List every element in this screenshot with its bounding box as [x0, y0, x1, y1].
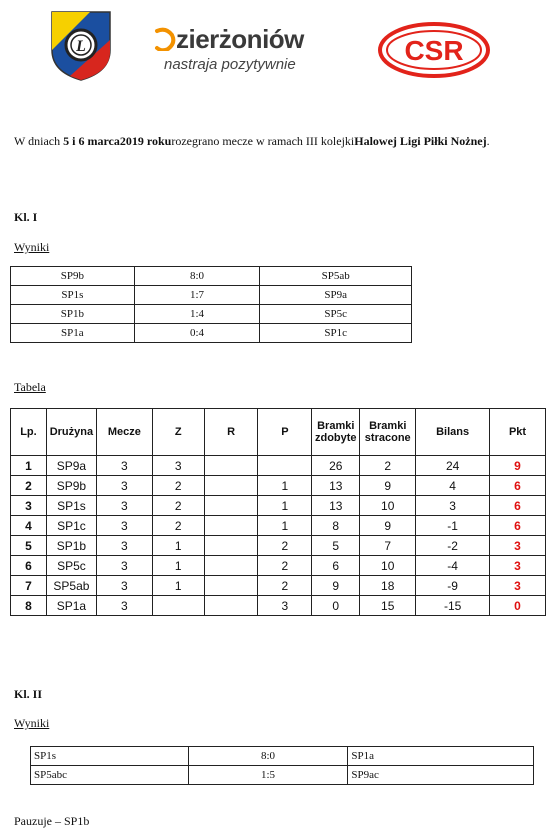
standings-cell-bil: -1: [416, 516, 490, 536]
standings-cell-z: 2: [152, 496, 204, 516]
result-home: SP5abc: [31, 766, 189, 785]
standings-cell-bz: 6: [312, 556, 360, 576]
standings-cell-z: 3: [152, 456, 204, 476]
svg-text:L: L: [76, 38, 86, 55]
standings-header: Mecze: [96, 409, 152, 456]
result-home: SP9b: [11, 267, 135, 286]
standings-cell-r: [204, 496, 258, 516]
standings-cell-pkt: 3: [490, 556, 546, 576]
standings-cell-p: 2: [258, 576, 312, 596]
result-score: 1:7: [134, 286, 260, 305]
standings-cell-r: [204, 456, 258, 476]
standings-row: [11, 596, 546, 616]
standings-cell-bz: 13: [312, 476, 360, 496]
standings-cell-z: 1: [152, 576, 204, 596]
class1-results-label: Wyniki: [14, 240, 50, 254]
intro-end: .: [486, 134, 490, 148]
standings-cell-bz: 13: [312, 496, 360, 516]
result-home: SP1s: [31, 747, 189, 766]
class2-heading: Kl. II: [14, 687, 43, 701]
class1-standings-table: [10, 408, 546, 616]
result-away: SP1a: [348, 747, 534, 766]
brand-name: zierżoniów: [176, 24, 304, 54]
standings-cell-p: 1: [258, 516, 312, 536]
standings-header: P: [258, 409, 312, 456]
intro-paragraph: [14, 132, 534, 150]
standings-cell-lp: 2: [11, 476, 47, 496]
standings-cell-bs: 15: [360, 596, 416, 616]
standings-cell-lp: 7: [11, 576, 47, 596]
standings-cell-pkt: 0: [490, 596, 546, 616]
result-score: 8:0: [134, 267, 260, 286]
result-row: [11, 305, 412, 324]
standings-cell-pkt: 3: [490, 536, 546, 556]
result-away: SP9ac: [348, 766, 534, 785]
standings-cell-m: 3: [96, 516, 152, 536]
standings-cell-m: 3: [96, 556, 152, 576]
standings-cell-bil: -9: [416, 576, 490, 596]
result-score: 0:4: [134, 324, 260, 343]
standings-row: [11, 476, 546, 496]
standings-cell-bs: 9: [360, 516, 416, 536]
standings-cell-lp: 4: [11, 516, 47, 536]
brand-slogan: nastraja pozytywnie: [164, 56, 296, 73]
svg-text:CSR: CSR: [404, 35, 464, 66]
dzierzoniow-logo: [154, 24, 354, 78]
standings-cell-bs: 7: [360, 536, 416, 556]
standings-cell-team: SP9a: [46, 456, 96, 476]
standings-cell-z: 2: [152, 476, 204, 496]
standings-cell-pkt: 6: [490, 516, 546, 536]
standings-cell-team: SP9b: [46, 476, 96, 496]
standings-cell-lp: 6: [11, 556, 47, 576]
standings-header: Bramki zdobyte: [312, 409, 360, 456]
result-away: SP5c: [260, 305, 412, 324]
standings-cell-team: SP1b: [46, 536, 96, 556]
standings-cell-p: [258, 456, 312, 476]
standings-cell-z: 1: [152, 536, 204, 556]
standings-cell-p: 2: [258, 536, 312, 556]
class2-results-table: [30, 746, 534, 785]
standings-cell-team: SP1c: [46, 516, 96, 536]
standings-cell-r: [204, 556, 258, 576]
standings-cell-r: [204, 596, 258, 616]
result-row: [31, 766, 534, 785]
standings-row: [11, 556, 546, 576]
standings-row: [11, 536, 546, 556]
standings-cell-lp: 8: [11, 596, 47, 616]
standings-cell-p: 3: [258, 596, 312, 616]
result-row: [11, 286, 412, 305]
standings-cell-r: [204, 476, 258, 496]
standings-cell-z: 2: [152, 516, 204, 536]
standings-cell-pkt: 6: [490, 476, 546, 496]
standings-cell-bs: 9: [360, 476, 416, 496]
standings-cell-team: SP1a: [46, 596, 96, 616]
standings-cell-lp: 1: [11, 456, 47, 476]
result-score: 8:0: [188, 747, 348, 766]
bye-note: Pauzuje – SP1b: [14, 814, 90, 828]
standings-cell-m: 3: [96, 596, 152, 616]
city-crest-logo: [50, 10, 112, 82]
standings-cell-bil: -15: [416, 596, 490, 616]
standings-cell-z: 1: [152, 556, 204, 576]
standings-cell-m: 3: [96, 476, 152, 496]
intro-dates: 5 i 6 marca2019 roku: [63, 134, 172, 148]
result-away: SP9a: [260, 286, 412, 305]
class1-heading: Kl. I: [14, 210, 38, 224]
standings-row: [11, 576, 546, 596]
standings-row: [11, 456, 546, 476]
result-row: [31, 747, 534, 766]
standings-cell-r: [204, 516, 258, 536]
standings-header: Lp.: [11, 409, 47, 456]
standings-cell-pkt: 6: [490, 496, 546, 516]
standings-cell-m: 3: [96, 496, 152, 516]
standings-header: Bramki stracone: [360, 409, 416, 456]
standings-cell-m: 3: [96, 456, 152, 476]
standings-row: [11, 516, 546, 536]
standings-cell-bs: 10: [360, 556, 416, 576]
standings-cell-m: 3: [96, 576, 152, 596]
standings-cell-bil: 24: [416, 456, 490, 476]
standings-cell-bil: 3: [416, 496, 490, 516]
standings-header: Drużyna: [46, 409, 96, 456]
result-score: 1:4: [134, 305, 260, 324]
standings-cell-r: [204, 536, 258, 556]
standings-cell-pkt: 9: [490, 456, 546, 476]
standings-cell-pkt: 3: [490, 576, 546, 596]
standings-cell-lp: 3: [11, 496, 47, 516]
result-home: SP1a: [11, 324, 135, 343]
standings-cell-p: 2: [258, 556, 312, 576]
intro-league: Halowej Ligi Piłki Nożnej: [354, 134, 487, 148]
standings-cell-z: [152, 596, 204, 616]
standings-cell-team: SP1s: [46, 496, 96, 516]
dz-d-mark-icon: [154, 27, 176, 51]
standings-header: Pkt: [490, 409, 546, 456]
result-score: 1:5: [188, 766, 348, 785]
result-home: SP1s: [11, 286, 135, 305]
standings-cell-bs: 2: [360, 456, 416, 476]
result-home: SP1b: [11, 305, 135, 324]
standings-cell-bz: 5: [312, 536, 360, 556]
class1-table-label: Tabela: [14, 380, 46, 394]
standings-cell-bz: 8: [312, 516, 360, 536]
standings-cell-team: SP5c: [46, 556, 96, 576]
class2-results-label: Wyniki: [14, 716, 50, 730]
result-row: [11, 324, 412, 343]
csr-logo: [378, 22, 490, 78]
standings-row: [11, 496, 546, 516]
standings-cell-p: 1: [258, 476, 312, 496]
standings-cell-r: [204, 576, 258, 596]
standings-cell-bz: 26: [312, 456, 360, 476]
class1-results-table: [10, 266, 412, 343]
standings-cell-bz: 0: [312, 596, 360, 616]
intro-part2: rozegrano mecze w ramach III kolejki: [171, 134, 355, 148]
standings-header: Z: [152, 409, 204, 456]
standings-header: R: [204, 409, 258, 456]
result-row: [11, 267, 412, 286]
standings-cell-bz: 9: [312, 576, 360, 596]
standings-cell-bil: -4: [416, 556, 490, 576]
standings-cell-bs: 18: [360, 576, 416, 596]
intro-part1: W dniach: [14, 134, 64, 148]
standings-header: Bilans: [416, 409, 490, 456]
standings-cell-bil: -2: [416, 536, 490, 556]
standings-cell-bil: 4: [416, 476, 490, 496]
result-away: SP1c: [260, 324, 412, 343]
standings-cell-team: SP5ab: [46, 576, 96, 596]
standings-cell-lp: 5: [11, 536, 47, 556]
standings-cell-p: 1: [258, 496, 312, 516]
standings-cell-bs: 10: [360, 496, 416, 516]
standings-cell-m: 3: [96, 536, 152, 556]
result-away: SP5ab: [260, 267, 412, 286]
